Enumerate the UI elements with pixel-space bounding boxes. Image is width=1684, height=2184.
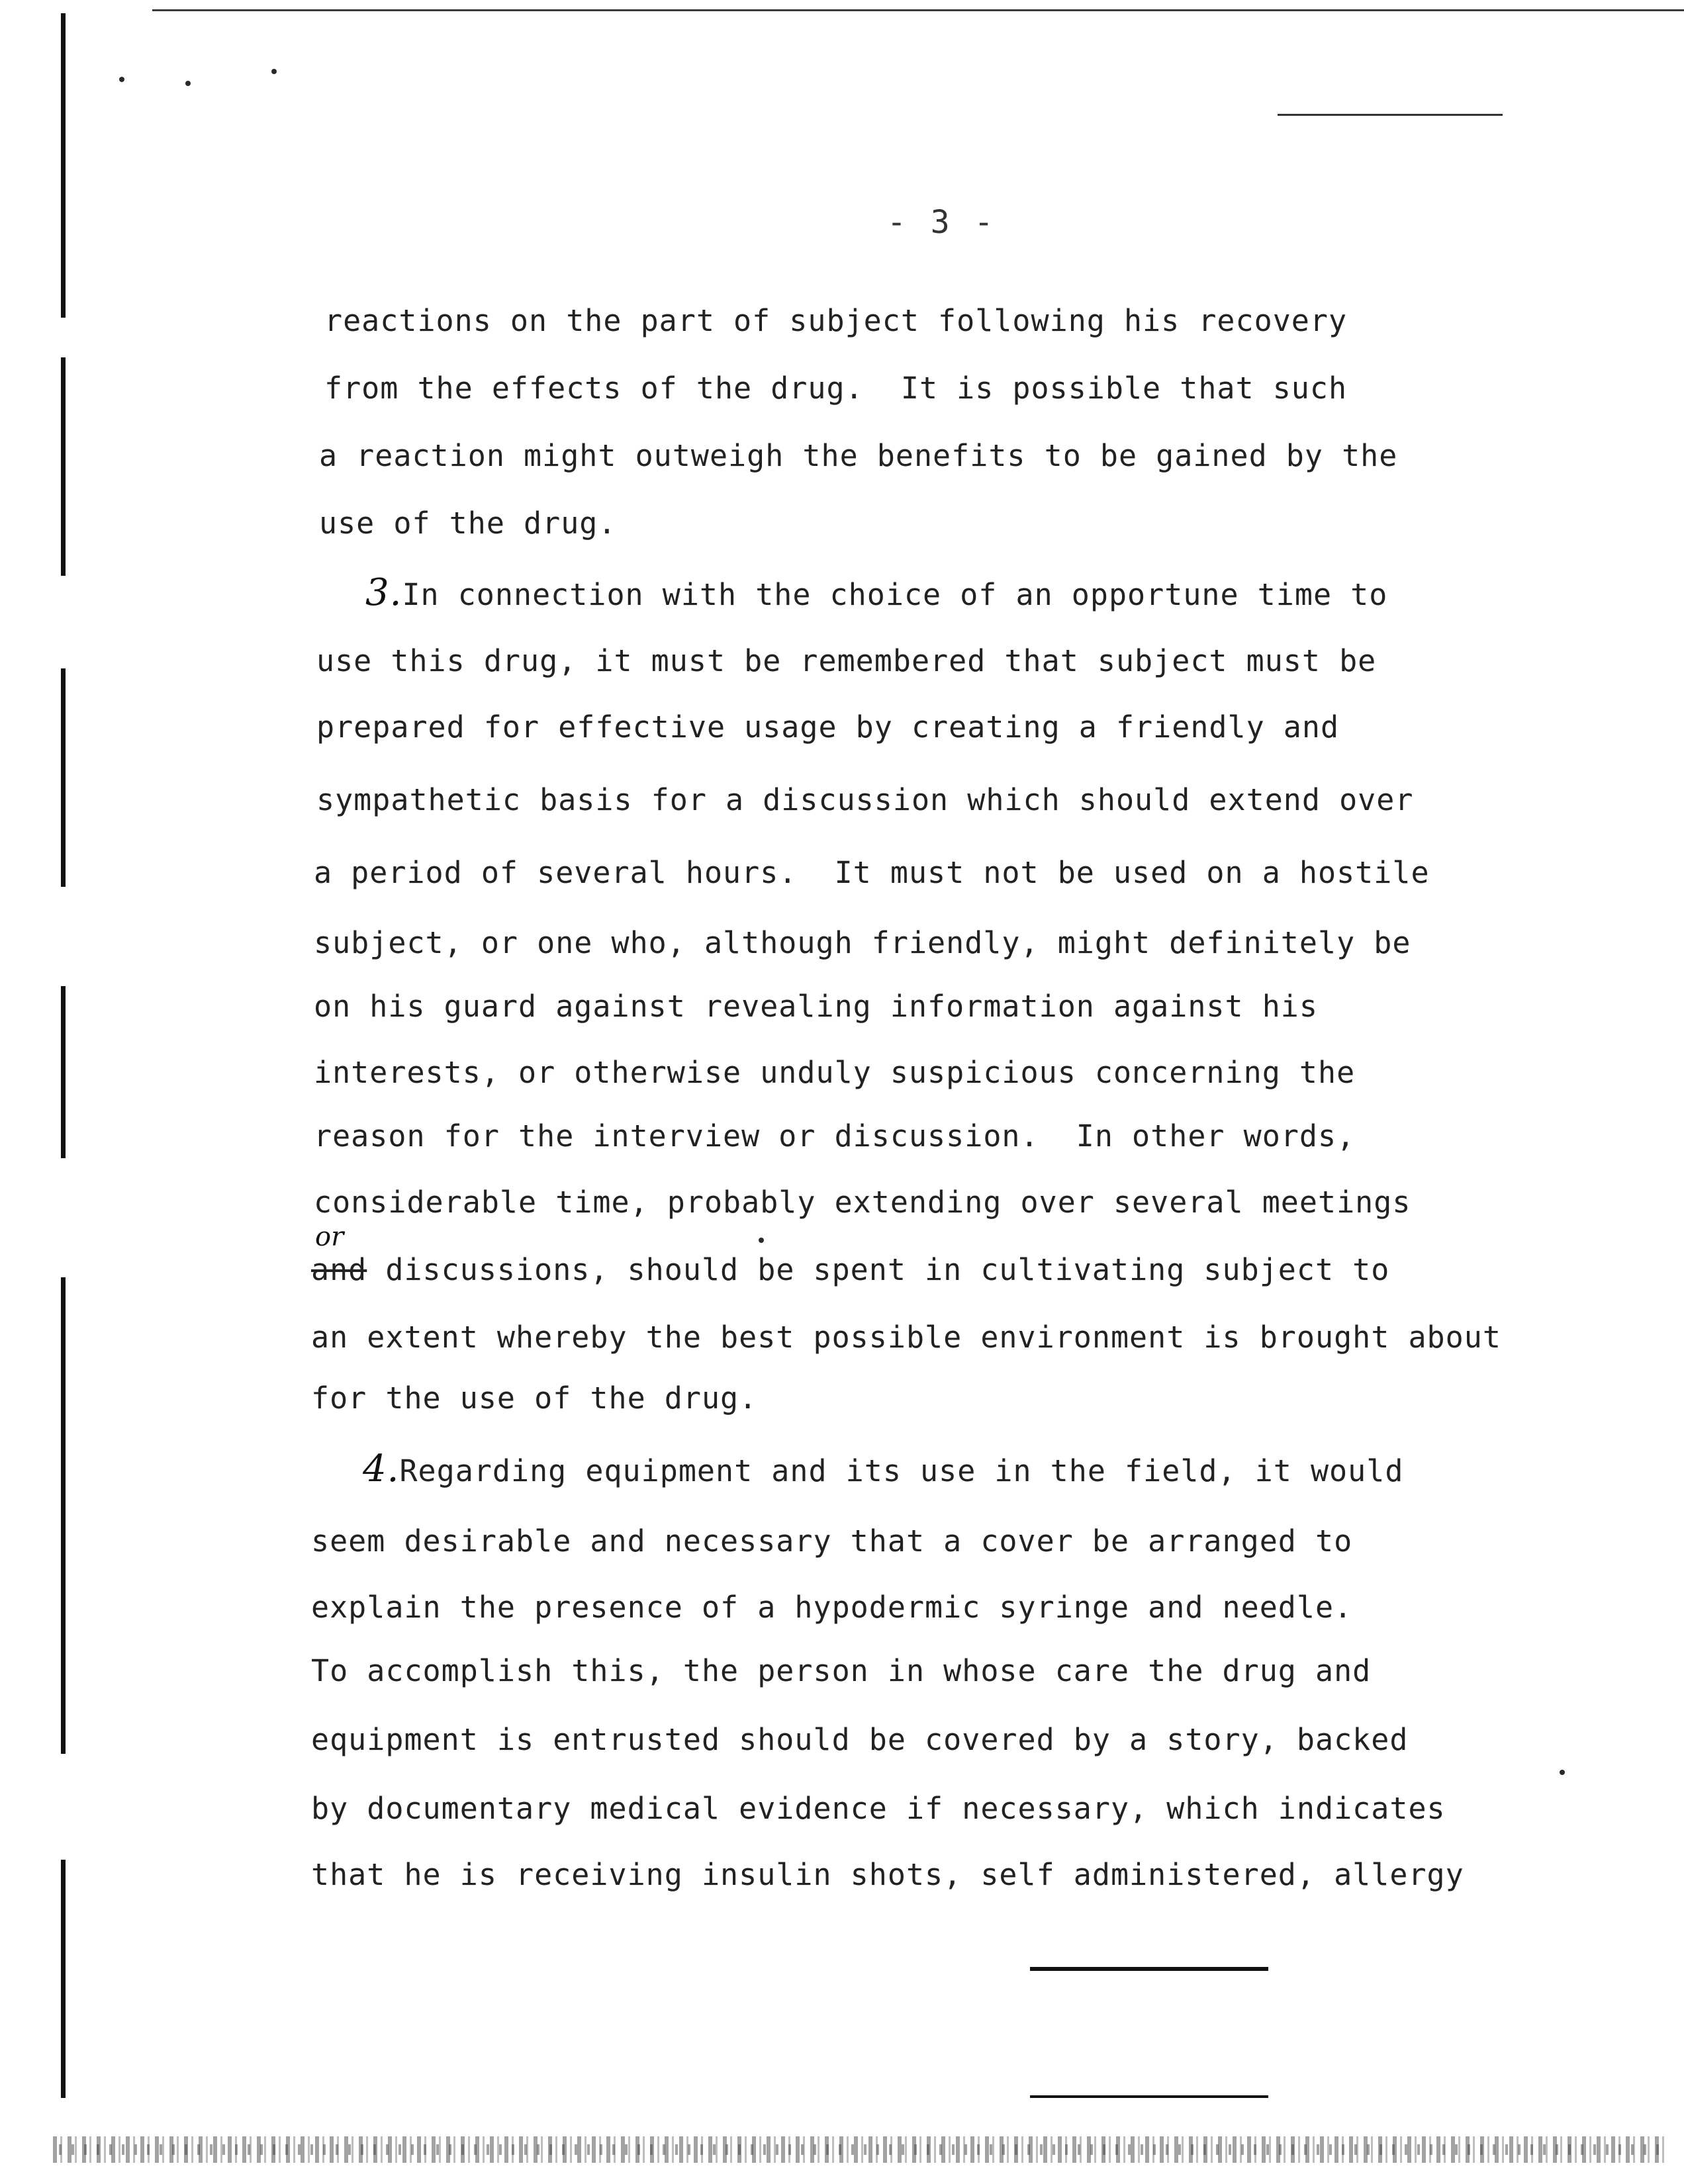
text-line: reactions on the part of subject following his recovery: [324, 303, 1348, 338]
text-line: considerable time, probably extending over several meetings: [314, 1185, 1411, 1220]
text-line: equipment is entrusted should be covered by a story, backed: [311, 1722, 1409, 1757]
scan-left-bar: [61, 357, 66, 576]
scan-speck: [1560, 1770, 1565, 1775]
text-line: that he is receiving insulin shots, self administered, allergy: [311, 1857, 1464, 1892]
text-line: for the use of the drug.: [311, 1381, 758, 1416]
scan-speck: [759, 1238, 764, 1243]
text-line: on his guard against revealing information against his: [314, 989, 1318, 1024]
text-line: a reaction might outweigh the benefits to be gained by the: [319, 438, 1398, 473]
text-line: To accomplish this, the person in whose care the drug and: [311, 1653, 1372, 1688]
paragraph-3-first-line: [365, 571, 1388, 614]
scan-speck: [119, 77, 124, 82]
scan-left-bar: [61, 668, 66, 887]
text-line: from the effects of the drug. It is possible that such: [324, 371, 1348, 406]
scan-speck: [185, 81, 191, 86]
text-line: explain the presence of a hypodermic syringe and needle.: [311, 1590, 1353, 1625]
text-line: sympathetic basis for a discussion which should extend over: [316, 782, 1414, 817]
text-line: use of the drug.: [319, 506, 617, 541]
text-line: In connection with the choice of an opportune time to: [402, 577, 1388, 612]
scan-top-edge: [152, 9, 1684, 11]
text-line: use this drug, it must be remembered that subject must be: [316, 643, 1377, 678]
scan-left-bar: [61, 1277, 66, 1754]
text-line: a period of several hours. It must not be used on a hostile: [314, 855, 1430, 890]
scan-left-bar: [61, 1860, 66, 2098]
signature-rule: [1030, 1967, 1268, 1971]
text-line: prepared for effective usage by creating a friendly and: [316, 709, 1340, 745]
scan-dash: [1278, 114, 1503, 116]
text-line: an extent whereby the best possible environment is brought about: [311, 1320, 1501, 1355]
scan-left-bar: [61, 13, 66, 318]
handwritten-correction: or: [315, 1222, 344, 1252]
text-line: seem desirable and necessary that a cover be arranged to: [311, 1524, 1353, 1559]
text-line: Regarding equipment and its use in the field, it would: [399, 1453, 1404, 1488]
scan-bottom-noise: [53, 2144, 1668, 2155]
text-line: interests, or otherwise unduly suspicious concerning the: [314, 1055, 1356, 1090]
struck-word: and: [311, 1252, 367, 1287]
text-line: by documentary medical evidence if necessary, which indicates: [311, 1791, 1446, 1826]
paragraph-number: 4.: [363, 1447, 400, 1490]
paragraph-number: 3.: [365, 571, 402, 614]
scan-left-bar: [61, 986, 66, 1158]
page-number: - 3 -: [887, 204, 996, 241]
text-line: subject, or one who, although friendly, might definitely be: [314, 925, 1411, 960]
paragraph-4-first-line: [363, 1447, 1404, 1490]
paragraph-3-struck-line: [311, 1252, 1390, 1287]
text-line: reason for the interview or discussion. In other words,: [314, 1118, 1356, 1154]
text-line: discussions, should be spent in cultivating subject to: [385, 1252, 1390, 1287]
bottom-rule: [1030, 2095, 1268, 2098]
scan-speck: [271, 69, 277, 74]
